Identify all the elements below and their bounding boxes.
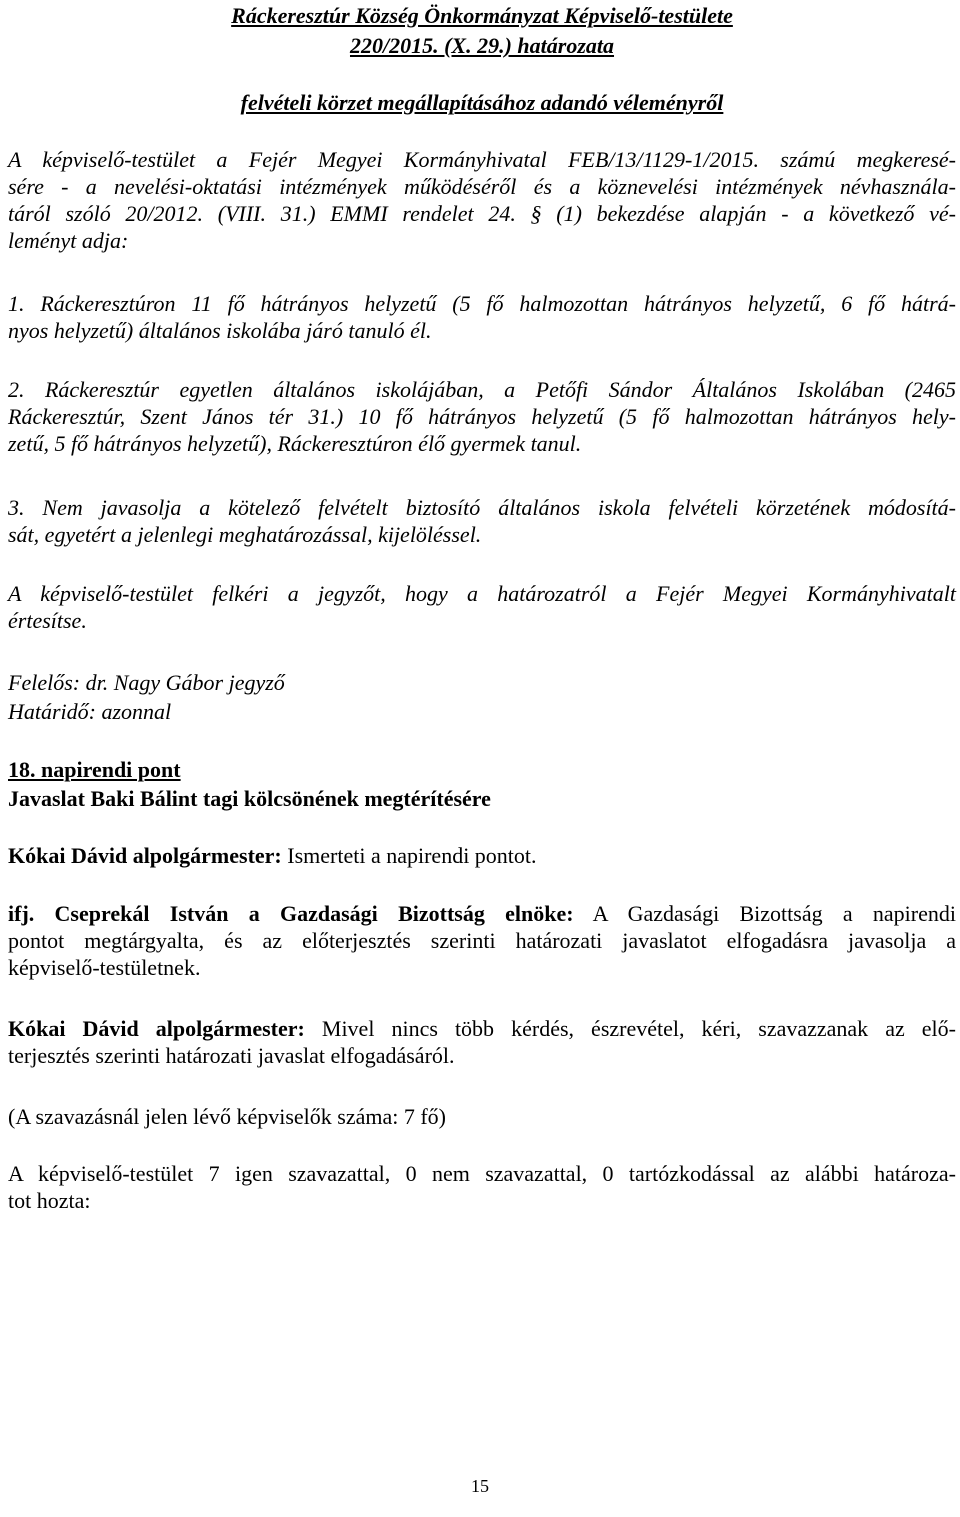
resolution-intro: [8, 146, 956, 254]
point-2-line: zetű, 5 fő hátrányos helyzetű), Ráckeresztúron élő gyermek tanul.: [8, 431, 582, 456]
resolution-subject: felvételi körzet megállapításához adandó véleményről: [240, 90, 724, 115]
vote-result-line: A képviselő-testület 7 igen szavazattal, 0 nem szavazattal, 0 tartózkodással az alábbi határoza-: [8, 1161, 956, 1186]
page-number: 15: [471, 1476, 489, 1496]
resolution-point-3: [8, 494, 956, 548]
point-2-line: 2. Ráckeresztúr egyetlen általános iskolájában, a Petőfi Sándor Általános Iskolában (2465: [8, 377, 956, 402]
intro-line: leményt adja:: [8, 228, 129, 253]
intro-line: A képviselő-testület a Fejér Megyei Kormányhivatal FEB/13/1129-1/2015. számú megkeresé-: [8, 147, 956, 172]
agenda-item-title: Javaslat Baki Bálint tagi kölcsönének megtérítésére: [8, 786, 491, 811]
request-line: A képviselő-testület felkéri a jegyzőt, hogy a határozatról a Fejér Megyei Kormányhivatalt: [8, 581, 956, 606]
vote-result-line: tot hozta:: [8, 1188, 91, 1213]
point-3-line: sát, egyetért a jelenlegi meghatározással, kijelöléssel.: [8, 522, 482, 547]
paragraph-line: képviselő-testületnek.: [8, 955, 201, 980]
voters-present: (A szavazásnál jelen lévő képviselők száma: 7 fő): [8, 1104, 447, 1129]
minutes-paragraph-3: [8, 1015, 956, 1069]
resolution-title-line1: Ráckeresztúr Község Önkormányzat Képviselő-testülete: [231, 3, 733, 28]
responsible-person: Felelős: dr. Nagy Gábor jegyző: [8, 670, 285, 695]
resolution-title-line2: 220/2015. (X. 29.) határozata: [349, 33, 615, 58]
minutes-paragraph-1: [8, 842, 956, 869]
intro-line: táról szóló 20/2012. (VIII. 31.) EMMI rendelet 24. § (1) bekezdése alapján - a következő vé-: [8, 201, 956, 226]
speaker-name: Kókai Dávid alpolgármester:: [8, 1016, 305, 1041]
point-2-line: Ráckeresztúr, Szent János tér 31.) 10 fő hátrányos helyzetű (5 fő halmozottan hátrányos hely-: [8, 404, 956, 429]
statement-text: A Gazdasági Bizottság a napirendi: [573, 901, 956, 926]
statement-text: Mivel nincs több kérdés, észrevétel, kéri, szavazzanak az elő-: [304, 1016, 956, 1041]
speaker-name: ifj. Cseprekál István a Gazdasági Bizottság elnöke:: [8, 901, 574, 926]
paragraph-line: pontot megtárgyalta, és az előterjesztés szerinti határozati javaslatot elfogadásra javasolja a: [8, 928, 956, 953]
point-1-line: 1. Ráckeresztúron 11 fő hátrányos helyzetű (5 fő halmozottan hátrányos helyzetű, 6 fő hátrá-: [8, 291, 956, 316]
paragraph-line: [8, 1015, 956, 1042]
resolution-point-2: [8, 376, 956, 457]
intro-line: sére - a nevelési-oktatási intézmények működéséről és a köznevelési intézmények névhasznála-: [8, 174, 956, 199]
agenda-item-number: 18. napirendi pont: [8, 757, 181, 782]
speaker-name: Kókai Dávid alpolgármester:: [8, 843, 282, 868]
minutes-paragraph-2: [8, 900, 956, 981]
request-line: értesítse.: [8, 608, 87, 633]
resolution-point-1: [8, 290, 956, 344]
deadline: Határidő: azonnal: [8, 699, 172, 724]
statement-text: Ismerteti a napirendi pontot.: [281, 843, 537, 868]
paragraph-line: [8, 900, 956, 927]
resolution-request: [8, 580, 956, 634]
paragraph-line: terjesztés szerinti határozati javaslat elfogadásáról.: [8, 1043, 455, 1068]
point-1-line: nyos helyzetű) általános iskolába járó tanuló él.: [8, 318, 432, 343]
vote-result: [8, 1160, 956, 1214]
point-3-line: 3. Nem javasolja a kötelező felvételt biztosító általános iskola felvételi körzetének módosítá-: [8, 495, 956, 520]
